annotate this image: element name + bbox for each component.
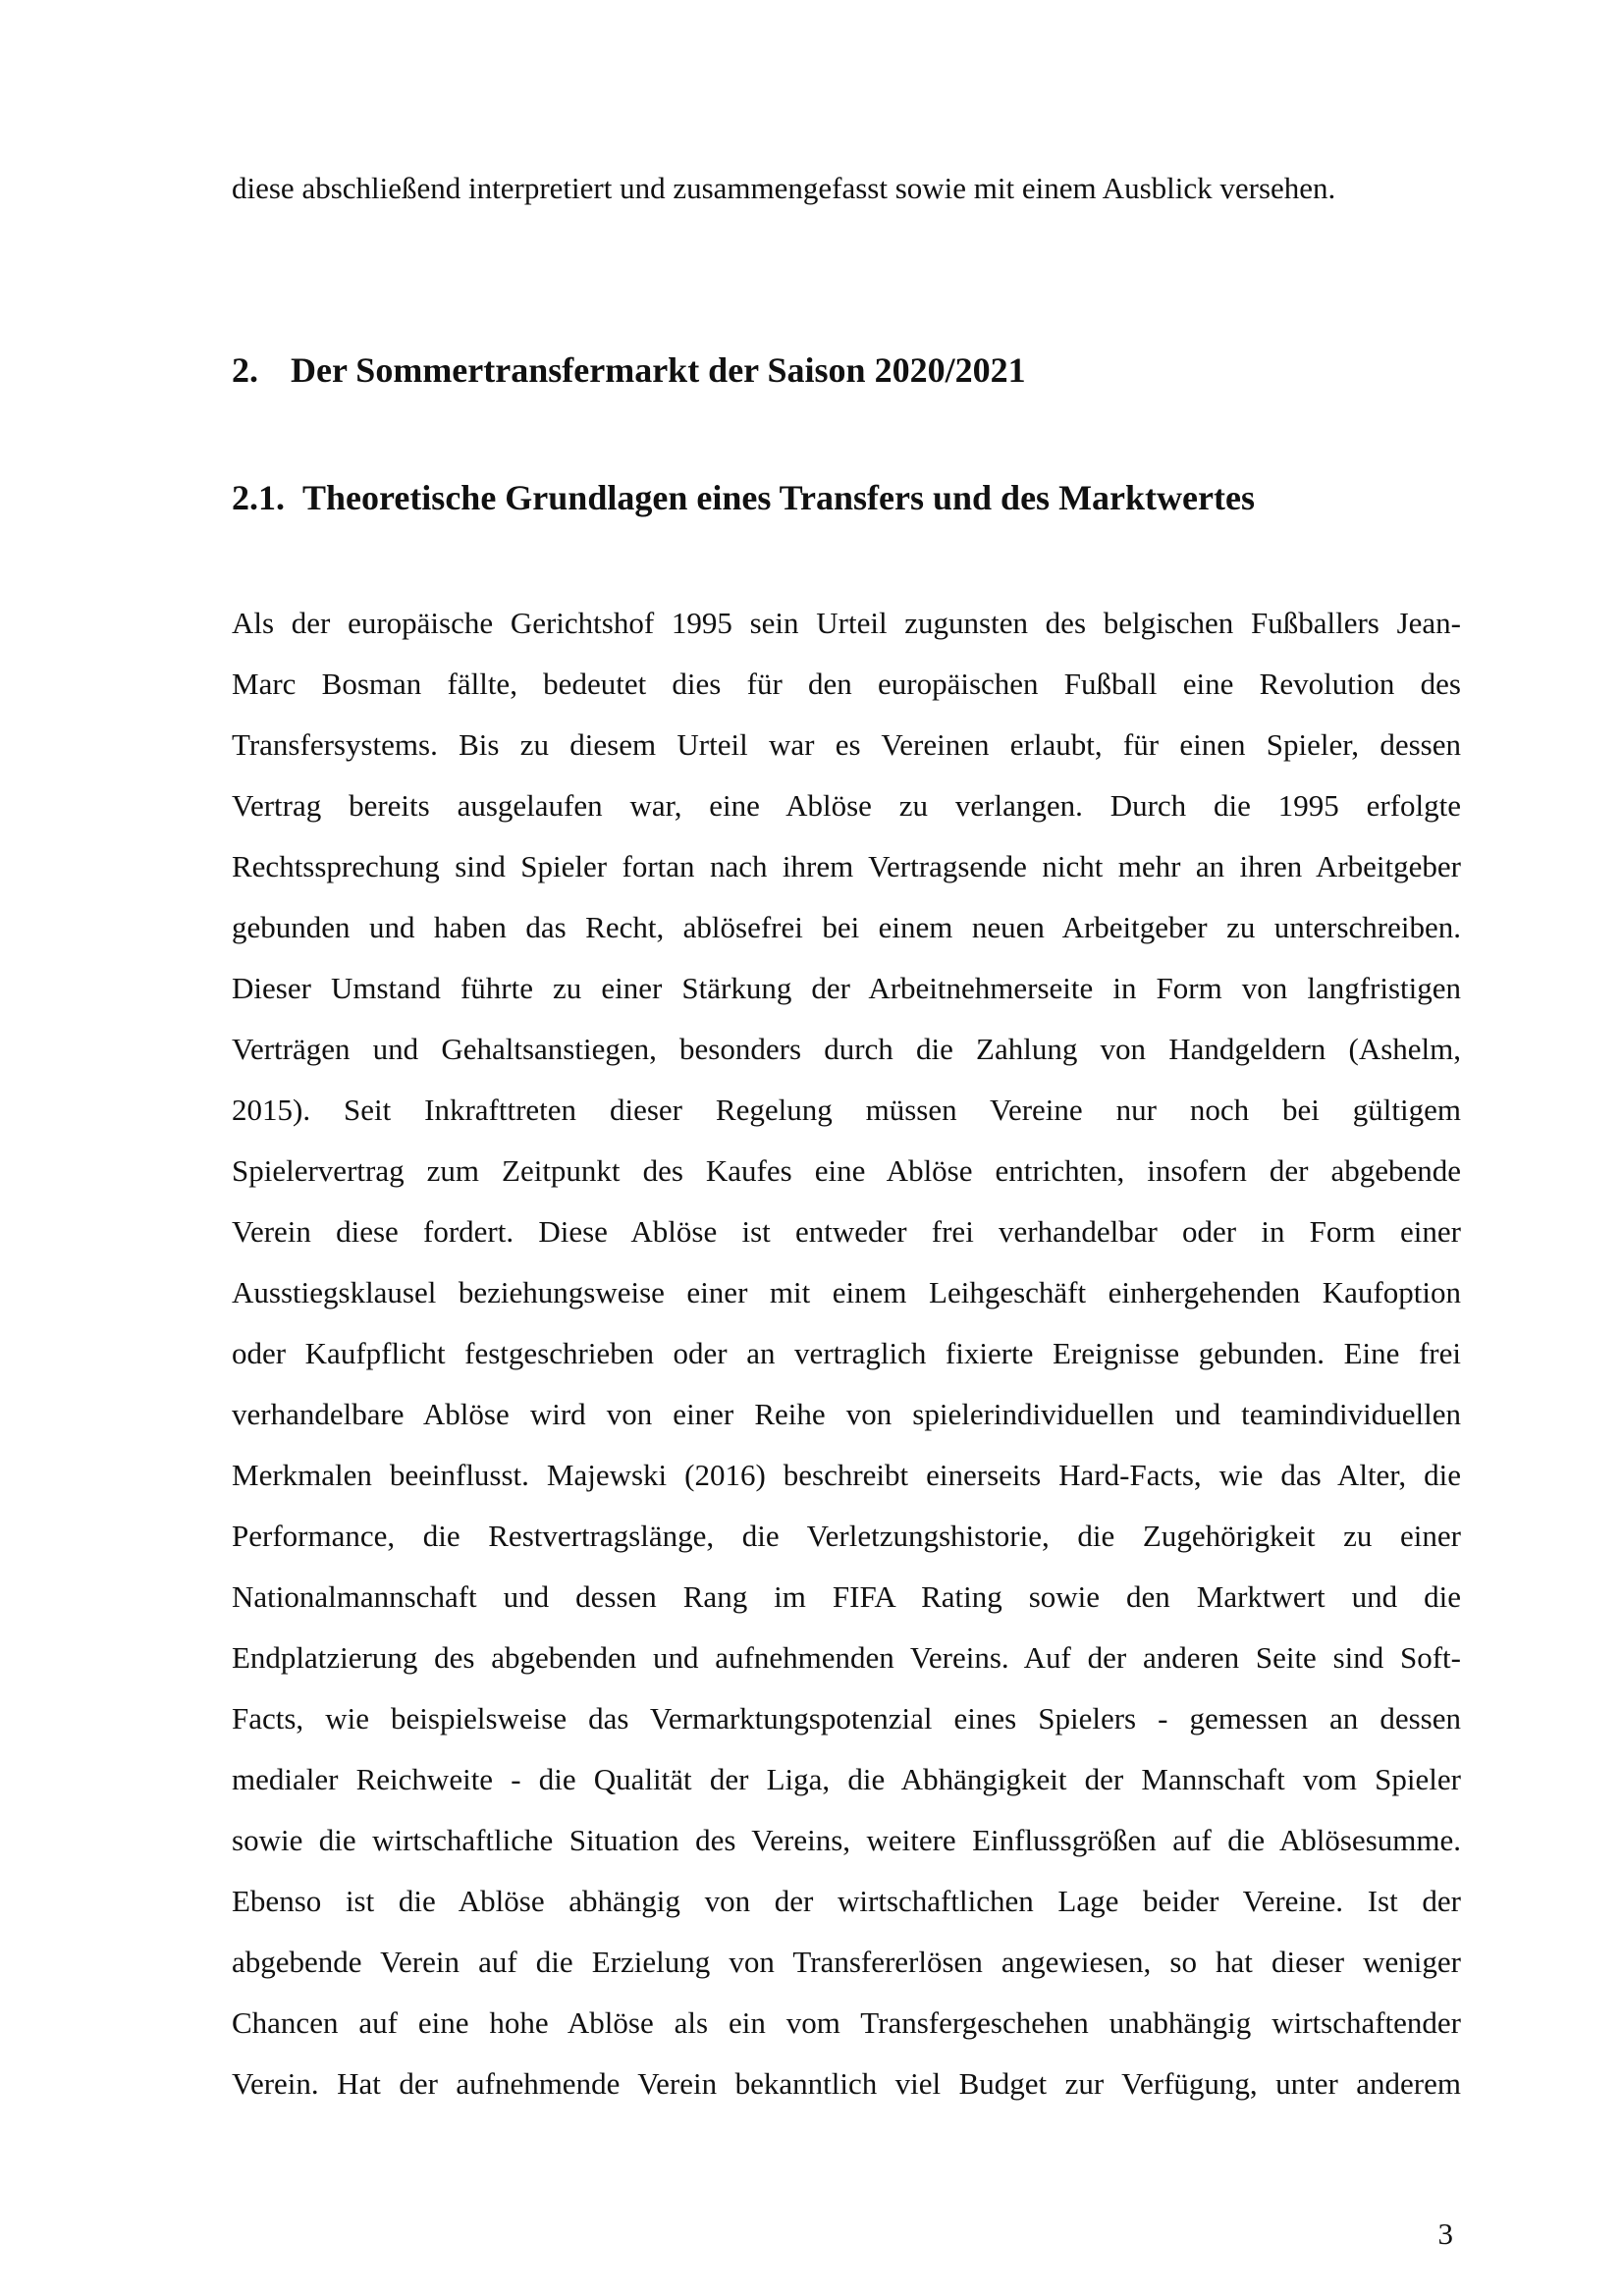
paragraph-line: Facts, wie beispielsweise das Vermarktungspotenzial eines Spielers - gemessen an dessen	[232, 1701, 1461, 1735]
paragraph-line: Nationalmannschaft und dessen Rang im FIFA Rating sowie den Marktwert und die	[232, 1579, 1461, 1614]
paragraph-line: verhandelbare Ablöse wird von einer Reihe von spielerindividuellen und teamindividuellen	[232, 1397, 1461, 1431]
paragraph-line: Performance, die Restvertragslänge, die Verletzungshistorie, die Zugehörigkeit zu einer	[232, 1519, 1461, 1553]
paragraph-line: Vertrag bereits ausgelaufen war, eine Ablöse zu verlangen. Durch die 1995 erfolgte	[232, 788, 1461, 823]
page-number: 3	[1437, 2216, 1453, 2251]
paragraph-line: Ausstiegsklausel beziehungsweise einer mit einem Leihgeschäft einhergehenden Kaufoption	[232, 1275, 1461, 1309]
paragraph-line: sowie die wirtschaftliche Situation des Vereins, weitere Einflussgrößen auf die Ablösesumme.	[232, 1823, 1461, 1857]
paragraph-line: medialer Reichweite - die Qualität der Liga, die Abhängigkeit der Mannschaft vom Spieler	[232, 1762, 1461, 1796]
subsection-number: 2.1.	[232, 478, 285, 517]
paragraph-line: Verein diese fordert. Diese Ablöse ist entweder frei verhandelbar oder in Form einer	[232, 1214, 1461, 1249]
paragraph-line: Marc Bosman fällte, bedeutet dies für den europäischen Fußball eine Revolution des	[232, 667, 1461, 701]
paragraph-line: gebunden und haben das Recht, ablösefrei bei einem neuen Arbeitgeber zu unterschreiben.	[232, 910, 1461, 944]
paragraph-line: Dieser Umstand führte zu einer Stärkung der Arbeitnehmerseite in Form von langfristigen	[232, 971, 1461, 1005]
paragraph-line: 2015). Seit Inkrafttreten dieser Regelung müssen Vereine nur noch bei gültigem	[232, 1093, 1461, 1127]
paragraph-line: Rechtssprechung sind Spieler fortan nach ihrem Vertragsende nicht mehr an ihren Arbeitgeber	[232, 849, 1461, 883]
paragraph-line: Transfersystems. Bis zu diesem Urteil war es Vereinen erlaubt, für einen Spieler, dessen	[232, 727, 1461, 762]
section-heading	[232, 348, 1026, 392]
paragraph-line: abgebende Verein auf die Erzielung von Transfererlösen angewiesen, so hat dieser weniger	[232, 1945, 1461, 1979]
paragraph-line: Verträgen und Gehaltsanstiegen, besonders durch die Zahlung von Handgeldern (Ashelm,	[232, 1032, 1461, 1066]
paragraph-line: Als der europäische Gerichtshof 1995 sein Urteil zugunsten des belgischen Fußballers Jean-	[232, 606, 1461, 640]
paragraph-line: oder Kaufpflicht festgeschrieben oder an vertraglich fixierte Ereignisse gebunden. Eine frei	[232, 1336, 1461, 1370]
paragraph-line: Ebenso ist die Ablöse abhängig von der wirtschaftlichen Lage beider Vereine. Ist der	[232, 1884, 1461, 1918]
paragraph-line: Chancen auf eine hohe Ablöse als ein vom Transfergeschehen unabhängig wirtschaftender	[232, 2005, 1461, 2040]
section-title: Der Sommertransfermarkt der Saison 2020/2021	[291, 350, 1026, 390]
paragraph-line: Merkmalen beeinflusst. Majewski (2016) beschreibt einerseits Hard-Facts, wie das Alter, die	[232, 1458, 1461, 1492]
subsection-heading	[232, 476, 1255, 519]
paragraph-line: Endplatzierung des abgebenden und aufnehmenden Vereins. Auf der anderen Seite sind Soft-	[232, 1640, 1461, 1675]
paragraph-line: Spielervertrag zum Zeitpunkt des Kaufes eine Ablöse entrichten, insofern der abgebende	[232, 1153, 1461, 1188]
section-number: 2.	[232, 350, 258, 390]
subsection-title: Theoretische Grundlagen eines Transfers und des Marktwertes	[302, 478, 1255, 517]
intro-line: diese abschließend interpretiert und zusammengefasst sowie mit einem Ausblick versehen.	[232, 171, 1336, 205]
paragraph-line: Verein. Hat der aufnehmende Verein bekanntlich viel Budget zur Verfügung, unter anderem	[232, 2066, 1461, 2101]
